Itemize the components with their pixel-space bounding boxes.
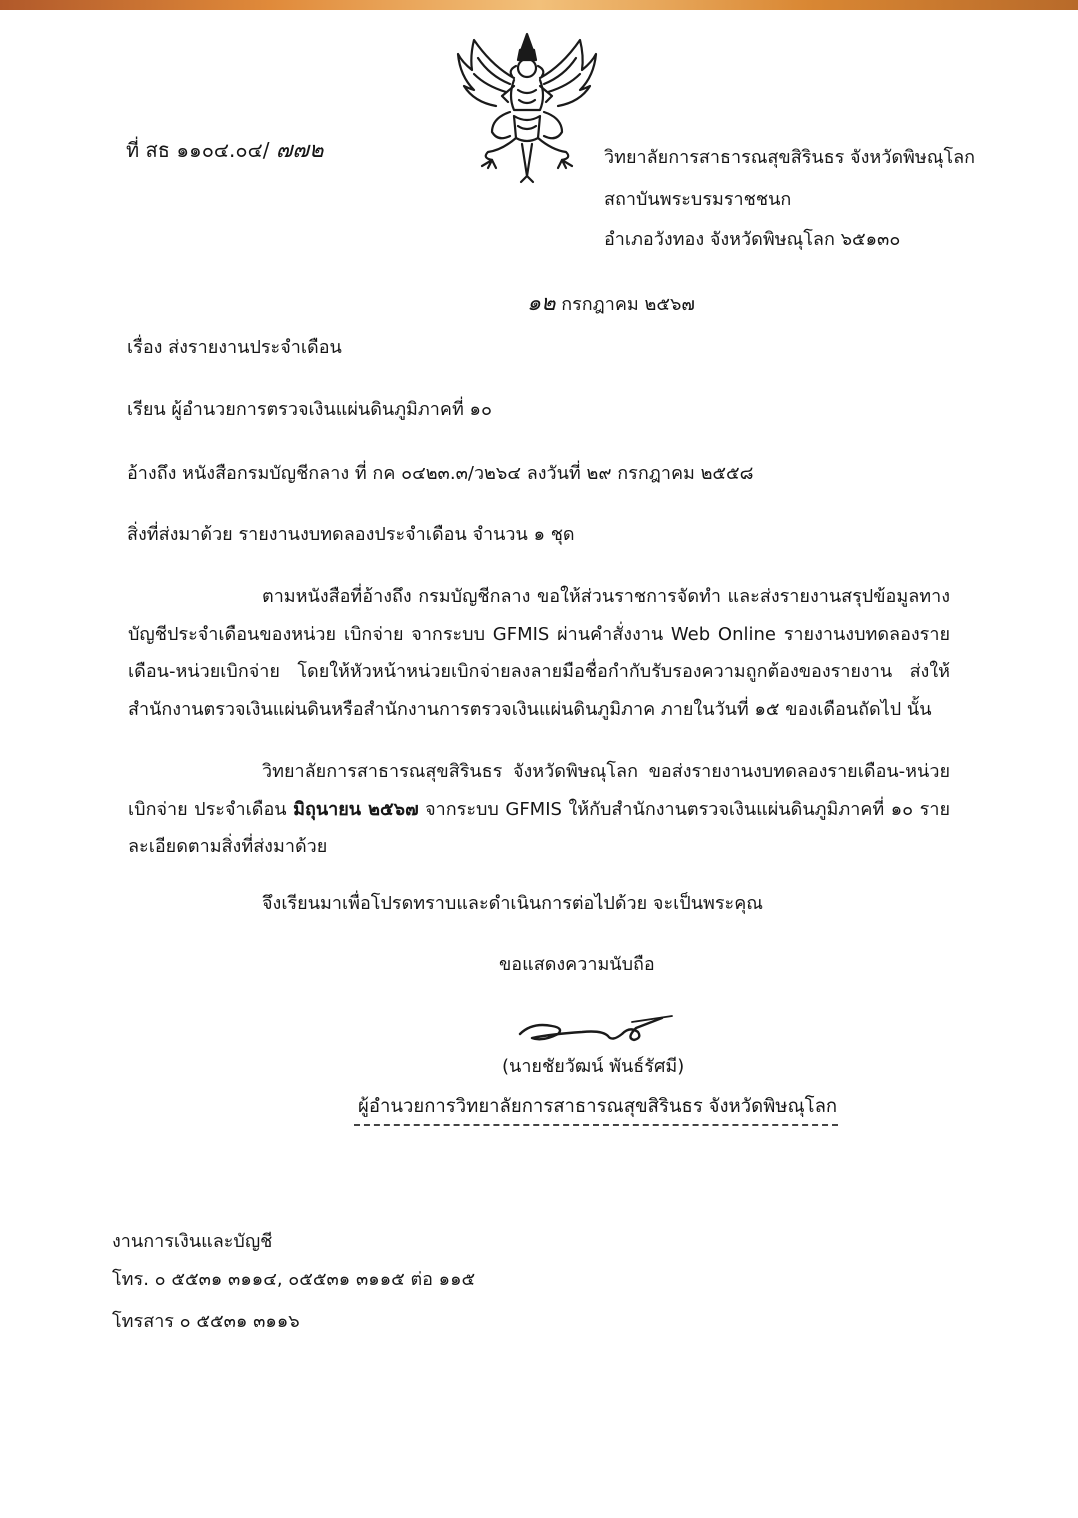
letter-subject: เรื่อง ส่งรายงานประจำเดือน	[127, 337, 342, 358]
handwritten-signature-icon	[512, 1012, 682, 1052]
letter-date	[527, 292, 695, 317]
letter-reference: อ้างถึง หนังสือกรมบัญชีกลาง ที่ กค ๐๔๒๓.๓/ว๒๖๔ ลงวันที่ ๒๙ กรกฎาคม ๒๕๕๘	[127, 463, 754, 484]
handwritten-reference-number: ๗๗๒	[275, 138, 324, 163]
signature-underline	[354, 1124, 838, 1126]
org-parent: สถาบันพระบรมราชชนก	[604, 189, 792, 210]
signatory-title: ผู้อำนวยการวิทยาลัยการสาธารณสุขสิรินธร จังหวัดพิษณุโลก	[358, 1096, 838, 1117]
org-name: วิทยาลัยการสาธารณสุขสิรินธร จังหวัดพิษณุโลก	[604, 147, 976, 168]
body-paragraph-2	[128, 753, 950, 866]
paragraph-2-text-end: จากระบบ GFMIS ให้กับสำนักงานตรวจเงินแผ่นดินภูมิภาคที่ ๑๐ รายละเอียดตามสิ่งที่ส่งมาด้วย	[128, 798, 950, 857]
handwritten-date-day: ๑๒	[527, 291, 556, 316]
contact-department: งานการเงินและบัญชี	[112, 1231, 273, 1252]
letter-enclosure: สิ่งที่ส่งมาด้วย รายงานงบทดลองประจำเดือน จำนวน ๑ ชุด	[127, 524, 575, 545]
closing-sentence: จึงเรียนมาเพื่อโปรดทราบและดำเนินการต่อไปด้วย จะเป็นพระคุณ	[262, 893, 763, 914]
paragraph-2-text-start: วิทยาลัยการสาธารณสุขสิรินธร จังหวัดพิษณุโลก ขอส่งรายงานงบทดลองรายเดือน-หน่วยเบิกจ่าย ประจำเดือน	[128, 761, 950, 820]
org-address: อำเภอวังทอง จังหวัดพิษณุโลก ๖๕๑๓๐	[604, 229, 901, 250]
date-month-year: กรกฎาคม ๒๕๖๗	[555, 294, 695, 315]
scanned-top-edge	[0, 0, 1078, 10]
letter-recipient: เรียน ผู้อำนวยการตรวจเงินแผ่นดินภูมิภาคที่ ๑๐	[127, 399, 492, 420]
document-reference-number	[126, 138, 323, 163]
garuda-emblem-icon	[452, 26, 602, 186]
report-month-bold: มิถุนายน ๒๕๖๗	[293, 798, 419, 820]
reference-prefix: ที่ สธ ๑๑๐๔.๐๔/	[126, 138, 270, 162]
signatory-name: (นายชัยวัฒน์ พันธ์รัศมี)	[502, 1056, 685, 1077]
regards-line: ขอแสดงความนับถือ	[499, 954, 655, 975]
contact-fax: โทรสาร ๐ ๕๕๓๑ ๓๑๑๖	[112, 1311, 300, 1332]
contact-phone: โทร. ๐ ๕๕๓๑ ๓๑๑๔, ๐๕๕๓๑ ๓๑๑๕ ต่อ ๑๑๕	[112, 1269, 476, 1290]
body-paragraph-1: ตามหนังสือที่อ้างถึง กรมบัญชีกลาง ขอให้ส่วนราชการจัดทำ และส่งรายงานสรุปข้อมูลทางบัญชีประจำเดือนของหน่วย เบิกจ่าย จากระบบ GFMIS ผ่านคำสั่งงาน Web Online รายงานงบทดลองรายเดือน-หน่วยเบิกจ่าย โดยให้หัวหน้าหน่วยเบิกจ่ายลงลายมือชื่อกำกับรับรองความถูกต้องของรายงาน ส่งให้สำนักงานตรวจเงินแผ่นดินหรือสำนักงานการตรวจเงินแผ่นดินภูมิภาค ภายในวันที่ ๑๕ ของเดือนถัดไป นั้น	[128, 586, 950, 720]
